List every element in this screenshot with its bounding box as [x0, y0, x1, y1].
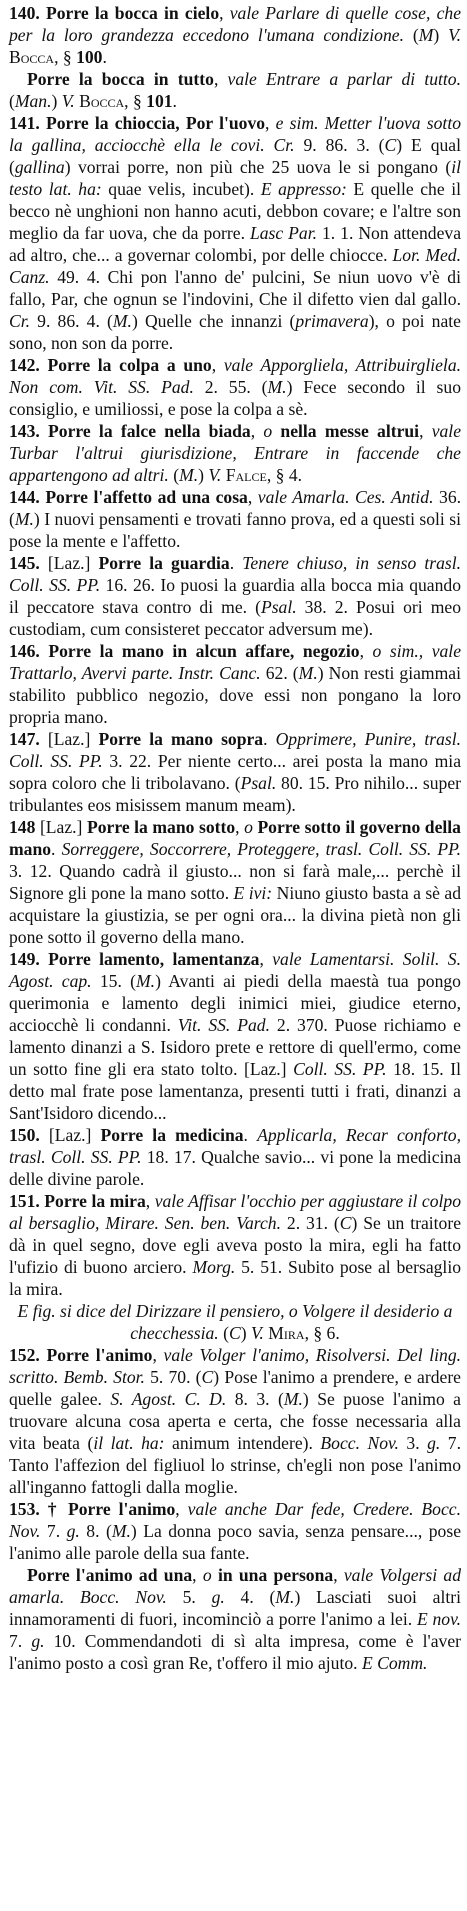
italic-text: il lat. ha: — [93, 1433, 165, 1453]
italic-text: M. — [275, 1587, 295, 1607]
text: ( — [403, 25, 419, 45]
italic-text: M — [418, 25, 434, 45]
text: ) — [433, 25, 449, 45]
italic-text: E nov. — [416, 1609, 461, 1629]
entry-paragraph — [9, 640, 461, 728]
italic-text: V. — [250, 1323, 264, 1343]
text: 49. 4. Chi pon l'anno de' pulcini, Se niun uovo v'è di fallo, Par, che ognun se l'indovini, Che il difetto vien dal gallo. — [9, 267, 461, 309]
italic-text: Applicarla, Recar conforto, trasl. Coll. SS. PP. — [9, 1125, 462, 1167]
italic-text: M. — [111, 1521, 131, 1541]
italic-text: vale Parlare di quelle cose, che per la loro grandezza eccedono l'umana condizione. — [9, 3, 462, 45]
entry-number: 144. — [9, 487, 46, 507]
text: ) vorrai porre, non più che 25 uova le si pongano ( — [64, 157, 452, 177]
text: ) — [51, 91, 62, 111]
italic-text: g. — [66, 1521, 80, 1541]
italic-text: o — [244, 817, 253, 837]
entry-number: 153. † — [9, 1499, 68, 1519]
headword: 101 — [146, 91, 173, 111]
entry-paragraph — [9, 1124, 461, 1190]
text: , — [219, 3, 230, 23]
italic-text: M. — [298, 663, 318, 683]
cross-reference: Mira — [268, 1323, 305, 1343]
entry-paragraph — [9, 552, 461, 640]
text: 18. 17. Qualche savio... vi pone la medicina delle divine parole. — [9, 1147, 462, 1189]
italic-text: vale Amarla. Ces. Antid. — [257, 487, 434, 507]
text: 80. 15. Pro nihilo... super tribulantes eos misissem manum meam). — [9, 773, 461, 815]
italic-text: Coll. SS. PP. — [293, 1059, 387, 1079]
text: 5. — [166, 1587, 212, 1607]
entry-paragraph — [9, 948, 461, 1124]
italic-text: C — [228, 1323, 241, 1343]
cross-reference: Bocca — [9, 47, 55, 67]
headword: Porre la colpa a uno — [47, 355, 212, 375]
entry-paragraph — [9, 1498, 461, 1564]
headword: Porre la chioccia, Por l'uovo — [45, 113, 266, 133]
headword: in una persona — [217, 1565, 334, 1585]
entry-paragraph — [9, 420, 461, 486]
subentry-paragraph — [9, 68, 461, 112]
text: ) Se un traitore dà in quel segno, dove egli aveva posto la mira, egli ha fatto l'ufizio di buono arciero. — [9, 1213, 462, 1277]
text: 5. 51. Subito pose al bersaglio la mira. — [9, 1257, 462, 1299]
entry-number: 140. — [9, 3, 47, 23]
headword: Porre la mano sotto — [86, 817, 236, 837]
text: [Laz.] — [47, 729, 99, 749]
text: . — [102, 47, 107, 67]
italic-text: il testo lat. ha: — [9, 157, 461, 199]
entry-paragraph — [9, 2, 461, 68]
entry-paragraph — [9, 816, 461, 948]
headword: Porre sotto il governo della mano — [9, 817, 461, 859]
headword: Porre la bocca in tutto — [27, 69, 214, 89]
text: ) Avanti ai piedi della maestà tua pongo querimonia e lamento degli inimici miei, giudice eterno, acciocchè li condanni. — [9, 971, 461, 1035]
entry-number: 146. — [9, 641, 49, 661]
headword: 100 — [76, 47, 103, 67]
text: , — [175, 1499, 188, 1519]
headword: Porre la mano sopra — [98, 729, 264, 749]
entry-number: 141. — [9, 113, 46, 133]
entry-paragraph — [9, 112, 461, 354]
headword: Porre la guardia — [98, 553, 230, 573]
text: 7. — [9, 1631, 32, 1651]
text: 2. 370. Puose richiamo e lamento dinanzi a S. Isidoro prete e rettore di quell'ermo, come un sotto fine gli era stato tolto. [Laz.] — [9, 1015, 461, 1079]
italic-text: o sim., vale Trattarlo, Avervi parte. Instr. Canc. — [9, 641, 461, 683]
text: , — [250, 421, 264, 441]
cross-reference: Falce — [225, 465, 267, 485]
text: 3. 22. Per niente certo... arei posta la mano mia sopra coloro che li tribolavano. ( — [9, 751, 462, 793]
subentry-paragraph — [9, 1300, 461, 1344]
italic-text: g. — [31, 1631, 45, 1651]
text: 18. 15. Il detto mal frate pose lamentanza, presenti tutti i frati, dinanzi a Sant'Isidoro dicendo... — [9, 1059, 461, 1123]
italic-text: M. — [14, 509, 34, 529]
entry-paragraph — [9, 1344, 461, 1498]
entry-paragraph — [9, 1190, 461, 1300]
italic-text: vale Volgersi ad amarla. Bocc. Nov. — [9, 1565, 462, 1607]
text: 9. 86. 3. ( — [294, 135, 385, 155]
entry-number: 148 — [9, 817, 40, 837]
text: E quelle che il becco nè unghioni non hanno acuti, debbon covare; e l'altre son meglio da far uova, che da porre. — [9, 179, 461, 243]
text: ( — [168, 465, 180, 485]
italic-text: E Comm. — [361, 1653, 428, 1673]
text: 8. 3. ( — [226, 1389, 284, 1409]
entry-number: 142. — [9, 355, 48, 375]
text: animum intendere). — [164, 1433, 321, 1453]
headword: nella messe altrui — [280, 421, 420, 441]
text: , — [211, 355, 224, 375]
cross-reference: Bocca — [79, 91, 125, 111]
entry-number: 149. — [9, 949, 49, 969]
italic-text: E appresso: — [260, 179, 347, 199]
text: 8. ( — [79, 1521, 112, 1541]
text: ) Quelle che innanzi ( — [131, 311, 296, 331]
italic-text: C — [201, 1367, 214, 1387]
italic-text: vale Lamentarsi. Solil. S. Agost. cap. — [9, 949, 461, 991]
text: , — [265, 113, 276, 133]
text: , § — [124, 91, 147, 111]
italic-text: V. — [61, 91, 75, 111]
text: , § 6. — [304, 1323, 340, 1343]
text: ) Non resti giammai stabilito pubblico negozio, dove essi non pongano la loro propria mano. — [9, 663, 461, 727]
text: 36. ( — [9, 487, 462, 529]
entry-number: 150. — [9, 1125, 49, 1145]
entry-paragraph — [9, 728, 461, 816]
text: 1. 1. Non attendeva ad altro, che... a governar colombi, por delle chiocce. — [9, 223, 461, 265]
text: ), o poi nate sono, non son da porre. — [9, 311, 461, 353]
italic-text: gallina — [14, 157, 65, 177]
text: 15. ( — [91, 971, 137, 991]
text: , — [152, 1345, 164, 1365]
text: . — [229, 553, 243, 573]
text: ) E qual ( — [9, 135, 461, 177]
entry-number: 152. — [9, 1345, 47, 1365]
subentry-paragraph — [9, 1564, 461, 1674]
italic-text: Psal. — [260, 597, 297, 617]
italic-text: V. — [448, 25, 461, 45]
italic-text: Opprimere, Punire, trasl. Coll. SS. PP. — [9, 729, 462, 771]
text: ) Fece secondo il suo consiglio, e umiliossi, e pose la colpa a sè. — [9, 377, 461, 419]
text: Niuno giusto basta a sè ad acquistare la giustizia, se per ogni ora... la divina pietà non gli pone sotto il governo della mano. — [9, 883, 462, 947]
text: . — [243, 1125, 258, 1145]
text: , — [213, 69, 228, 89]
entry-number: 147. — [9, 729, 48, 749]
entry-number: 151. — [9, 1191, 45, 1211]
text: [Laz.] — [39, 817, 87, 837]
italic-text: M. — [112, 311, 132, 331]
italic-text: Psal. — [240, 773, 277, 793]
italic-text: Cr. — [9, 311, 31, 331]
text: 38. 2. Posui ori meo custodiam, cum consisteret peccator adversum me). — [9, 597, 461, 639]
headword: Porre la mano in alcun affare, negozio — [48, 641, 360, 661]
headword: Porre la medicina — [100, 1125, 244, 1145]
italic-text: primavera — [295, 311, 369, 331]
text: 4. ( — [224, 1587, 276, 1607]
text: , — [359, 641, 373, 661]
text: 3. 12. Quando cadrà il giusto... non si farà male,... perchè il Signore gli pone la mano sotto. — [9, 861, 461, 903]
text: . — [172, 91, 177, 111]
text: . — [51, 839, 62, 859]
text: 16. 26. Io puosi la guardia alla bocca mia quando il peccatore stava contro di me. ( — [9, 575, 461, 617]
italic-text: vale Affisar l'occhio per aggiustare il colpo al bersaglio, Mirare. Sen. ben. Varch. — [9, 1191, 462, 1233]
headword: Porre la falce nella biada — [48, 421, 251, 441]
text: ) Pose l'animo a prendere, e ardere quelle galee. — [9, 1367, 461, 1409]
italic-text: Lasc Par. — [249, 223, 318, 243]
italic-text: vale Entrare a parlar di tutto. — [227, 69, 462, 89]
italic-text: vale Apporgliela, Attribuirgliela. Non com. Vit. SS. Pad. — [9, 355, 462, 397]
text: , § — [54, 47, 77, 67]
text: , — [192, 1565, 203, 1585]
italic-text: M. — [267, 377, 287, 397]
headword: Porre lamento, lamentanza — [48, 949, 260, 969]
headword: Porre l'animo ad una — [27, 1565, 193, 1585]
text: 7. — [40, 1521, 67, 1541]
italic-text: g. — [427, 1433, 441, 1453]
text: , — [333, 1565, 344, 1585]
italic-text: C — [384, 135, 397, 155]
italic-text: E ivi: — [233, 883, 273, 903]
italic-text: V. — [208, 465, 222, 485]
text: ( — [9, 91, 15, 111]
text: . — [263, 729, 276, 749]
text: ) — [198, 465, 209, 485]
text: [Laz.] — [47, 553, 99, 573]
italic-text: E fig. si dice del Dirizzare il pensiero, o Volgere il desiderio a checchessia. — [17, 1301, 453, 1343]
italic-text: Morg. — [192, 1257, 236, 1277]
text: 10. Commendandoti di sì alta impresa, come è l'aver l'animo posto a così gran Re, t'offero il mio ajuto. — [9, 1631, 461, 1673]
italic-text: vale Turbar l'altrui giurisdizione, Entrare in faccende che appartengono ad altri. — [9, 421, 462, 485]
headword: Porre l'animo — [68, 1499, 176, 1519]
text: ) Lasciati suoi altri innamoramenti di fuori, incominciò a porre l'animo a lei. — [9, 1587, 461, 1629]
text: ) La donna poco savia, senza pensare..., pose l'animo alle parole della sua fante. — [9, 1521, 461, 1563]
text: 62. ( — [260, 663, 299, 683]
text: ) I nuovi pensamenti e trovati fanno prova, ed a questi soli si pose la mente e l'affetto. — [9, 509, 461, 551]
text: , — [145, 1191, 155, 1211]
italic-text: vale Volger l'animo, Risolversi. Del ling. scritto. Bemb. Stor. — [9, 1345, 462, 1387]
entry-paragraph — [9, 354, 461, 420]
text: ) — [240, 1323, 251, 1343]
text: , § 4. — [266, 465, 303, 485]
italic-text: Tenere chiuso, in senso trasl. Coll. SS. PP. — [9, 553, 462, 595]
text: [Laz.] — [48, 1125, 101, 1145]
italic-text: M. — [136, 971, 156, 991]
italic-text: o — [202, 1565, 212, 1585]
text: 2. 31. ( — [281, 1213, 340, 1233]
text: 2. 55. ( — [193, 377, 268, 397]
text: , — [235, 817, 245, 837]
text: , — [247, 487, 258, 507]
italic-text: Bocc. Nov. — [320, 1433, 399, 1453]
text: 7. Tanto l'affezion del figliuol lo strinse, ch'egli non pose l'animo all'inganno fattogli dalla moglie. — [9, 1433, 461, 1497]
italic-text: C — [339, 1213, 352, 1233]
italic-text: Lor. Med. Canz. — [9, 245, 461, 287]
headword: Porre l'affetto ad una cosa — [45, 487, 248, 507]
text: quae velis, incubet). — [101, 179, 261, 199]
text: 5. 70. ( — [144, 1367, 202, 1387]
italic-text: Sorreggere, Soccorrere, Proteggere, trasl. Coll. SS. PP. — [61, 839, 461, 859]
headword: Porre la mira — [44, 1191, 146, 1211]
italic-text: M. — [179, 465, 199, 485]
italic-text: o — [263, 421, 273, 441]
text: ( — [218, 1323, 229, 1343]
entry-paragraph — [9, 486, 461, 552]
text: , — [419, 421, 432, 441]
italic-text: vale anche Dar fede, Credere. Bocc. Nov. — [9, 1499, 461, 1541]
italic-text: S. Agost. C. D. — [110, 1389, 227, 1409]
headword: Porre l'animo — [46, 1345, 153, 1365]
headword: Porre la bocca in cielo — [46, 3, 220, 23]
text: 3. — [398, 1433, 428, 1453]
text: ) Se puose l'animo a truovare alcuna cosa aperta e certa, che fosse necessaria alla vita beata ( — [9, 1389, 461, 1453]
italic-text: Man. — [14, 91, 52, 111]
text: 9. 86. 4. ( — [30, 311, 113, 331]
italic-text: g. — [211, 1587, 225, 1607]
italic-text: M. — [283, 1389, 303, 1409]
text: , — [259, 949, 273, 969]
italic-text: e sim. Metter l'uova sotto la gallina, acciocchè ella le covi. Cr. — [9, 113, 462, 155]
italic-text: Vit. SS. Pad. — [177, 1015, 270, 1035]
entry-number: 143. — [9, 421, 49, 441]
entry-number: 145. — [9, 553, 48, 573]
